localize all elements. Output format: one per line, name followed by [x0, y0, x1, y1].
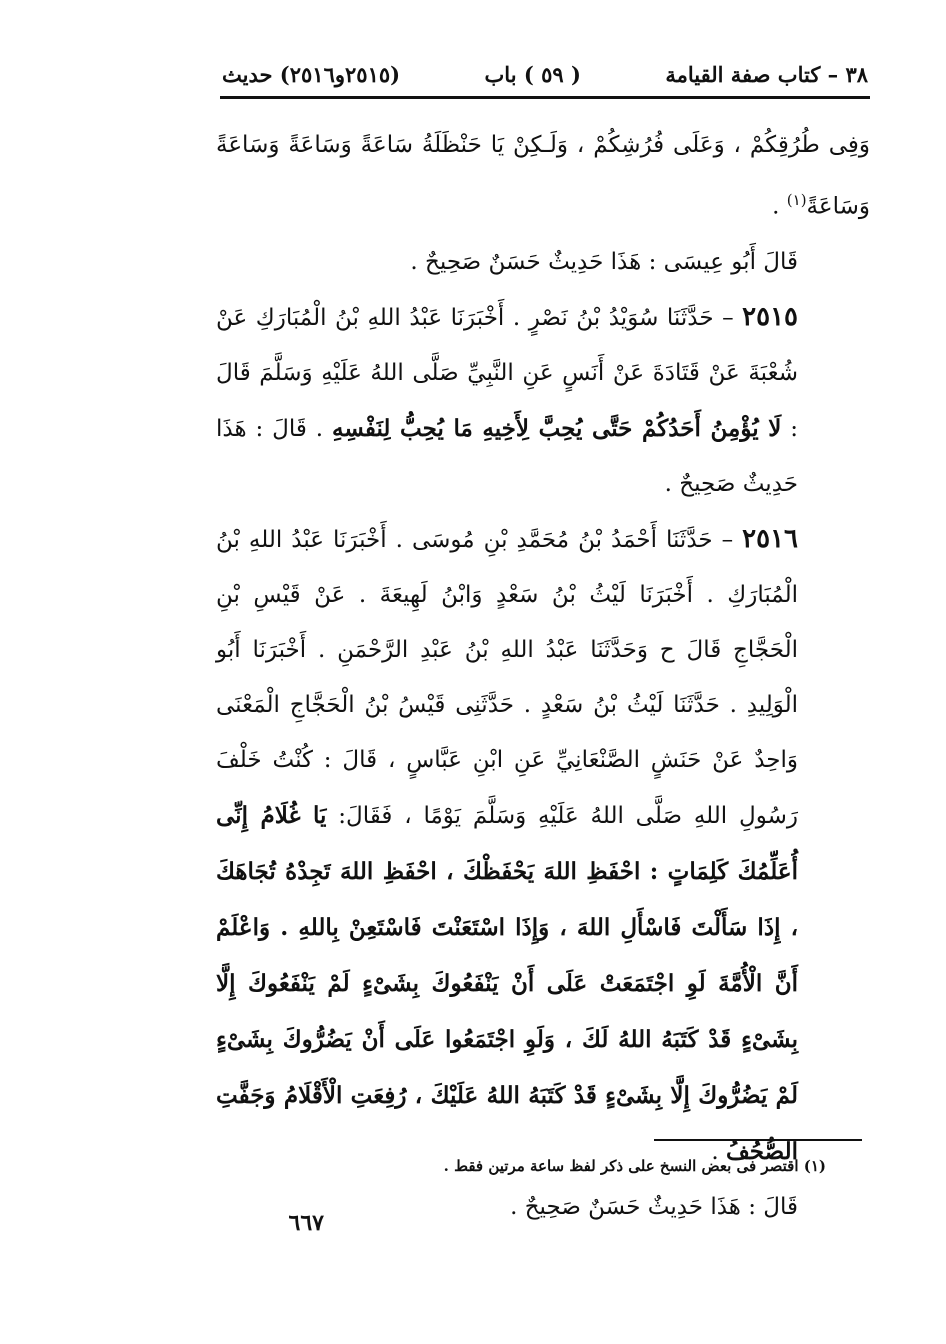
footnote-marker: (١) [786, 191, 807, 209]
hadith-matn: يَا غُلَامُ إِنِّى أُعَلِّمُكَ كَلِمَاتٍ : احْفَظِ اللهَ يَحْفَظْكَ ، احْفَظِ اللهَ تَجِدْهُ تُجَاهَكَ ، إِذَا سَأَلْتَ فَاسْأَلِ اللهَ ، وَإِذَا اسْتَعَنْتَ فَاسْتَعِنْ بِاللهِ . وَاعْلَمْ أَنَّ الْأُمَّةَ لَوِ اجْتَمَعَتْ عَلَى أَنْ يَنْفَعُوكَ بِشَىْءٍ لَمْ يَنْفَعُوكَ إِلَّا بِشَىْءٍ قَدْ كَتَبَهُ اللهُ لَكَ ، وَلَوِ اجْتَمَعُوا عَلَى أَنْ يَضُرُّوكَ بِشَىْءٍ لَمْ يَضُرُّوكَ إِلَّا بِشَىْءٍ قَدْ كَتَبَهُ اللهُ عَلَيْكَ ، رُفِعَتِ الْأَقْلَامُ وَجَفَّتِ الصُّحُفُ [216, 801, 799, 1165]
footnote-rule [654, 1139, 862, 1141]
footnote: (١) اقتصر فى بعض النسخ على ذكر لفظ ساعة مرتين فقط . [443, 1157, 826, 1175]
grading-final: قَالَ : هَذَا حَدِيثٌ حَسَنٌ صَحِيحٌ . [510, 1193, 798, 1220]
hadith-2515 [216, 290, 870, 512]
continuation-text: وَفِى طُرُقِكُمْ ، وَعَلَى فُرُشِكُمْ ، وَلَـكِنْ يَا حَنْظَلَةُ سَاعَةً وَسَاعَةً وَسَاعَةً وَسَاعَةً [216, 132, 870, 220]
hadith-isnad: – حَدَّثَنَا أَحْمَدُ بْنُ مُحَمَّدِ بْنِ مُوسَى . أَخْبَرَنَا عَبْدُ اللهِ بْنُ الْمُبَارَكِ . أَخْبَرَنَا لَيْثُ بْنُ سَعْدٍ وَابْنُ لَهِيعَةَ . عَنْ قَيْسِ بْنِ الْحَجَّاجِ قَالَ ح وَحَدَّثَنَا عَبْدُ اللهِ بْنُ عَبْدِ الرَّحْمَنِ . أَخْبَرَنَا أَبُو الْوَلِيدِ . حَدَّثَنَا لَيْثُ بْنُ سَعْدٍ . حَدَّثَنِى قَيْسُ بْنُ الْحَجَّاجِ الْمَعْنَى وَاحِدٌ عَنْ حَنَشٍ الصَّنْعَانِيِّ عَنِ ابْنِ عَبَّاسٍ ، قَالَ : كُنْتُ خَلْفَ رَسُولِ اللهِ صَلَّى اللهُ عَلَيْهِ وَسَلَّمَ يَوْمًا ، فَقَالَ: [216, 526, 798, 829]
main-text [216, 118, 870, 1235]
continuation-end: . [772, 193, 787, 220]
hadith-grading: . قَالَ : هَذَا حَدِيثٌ صَحِيحٌ . [216, 415, 798, 497]
running-header [222, 52, 868, 96]
hadith-range: (٢٥١٥و٢٥١٦) حديث [222, 61, 401, 87]
section-title: ( ٥٩ ) باب [484, 61, 581, 87]
header-rule [220, 96, 870, 99]
paragraph-continuation [216, 118, 870, 235]
grading-abu-isa: قَالَ أَبُو عِيسَى : هَذَا حَدِيثٌ حَسَنٌ صَحِيحٌ . [410, 248, 798, 275]
hadith-end: . [711, 1138, 726, 1165]
page-number: ٦٦٧ [288, 1210, 324, 1236]
hadith-number: ٢٥١٥ [742, 301, 798, 332]
hadith-matn: لَا يُؤْمِنُ أَحَدُكُمْ حَتَّى يُحِبَّ لِأَخِيهِ مَا يُحِبُّ لِنَفْسِهِ [332, 414, 782, 442]
hadith-number: ٢٥١٦ [742, 523, 798, 554]
hadith-isnad: – حَدَّثَنَا سُوَيْدُ بْنُ نَصْرٍ . أَخْبَرَنَا عَبْدُ اللهِ بْنُ الْمُبَارَكِ عَنْ شُعْبَةَ عَنْ قَتَادَةَ عَنْ أَنَسٍ عَنِ النَّبِيِّ صَلَّى اللهُ عَلَيْهِ وَسَلَّمَ قَالَ : [216, 304, 799, 442]
hadith-2516 [216, 512, 870, 1180]
chapter-title: ٣٨ – كتاب صفة القيامة [665, 61, 868, 87]
